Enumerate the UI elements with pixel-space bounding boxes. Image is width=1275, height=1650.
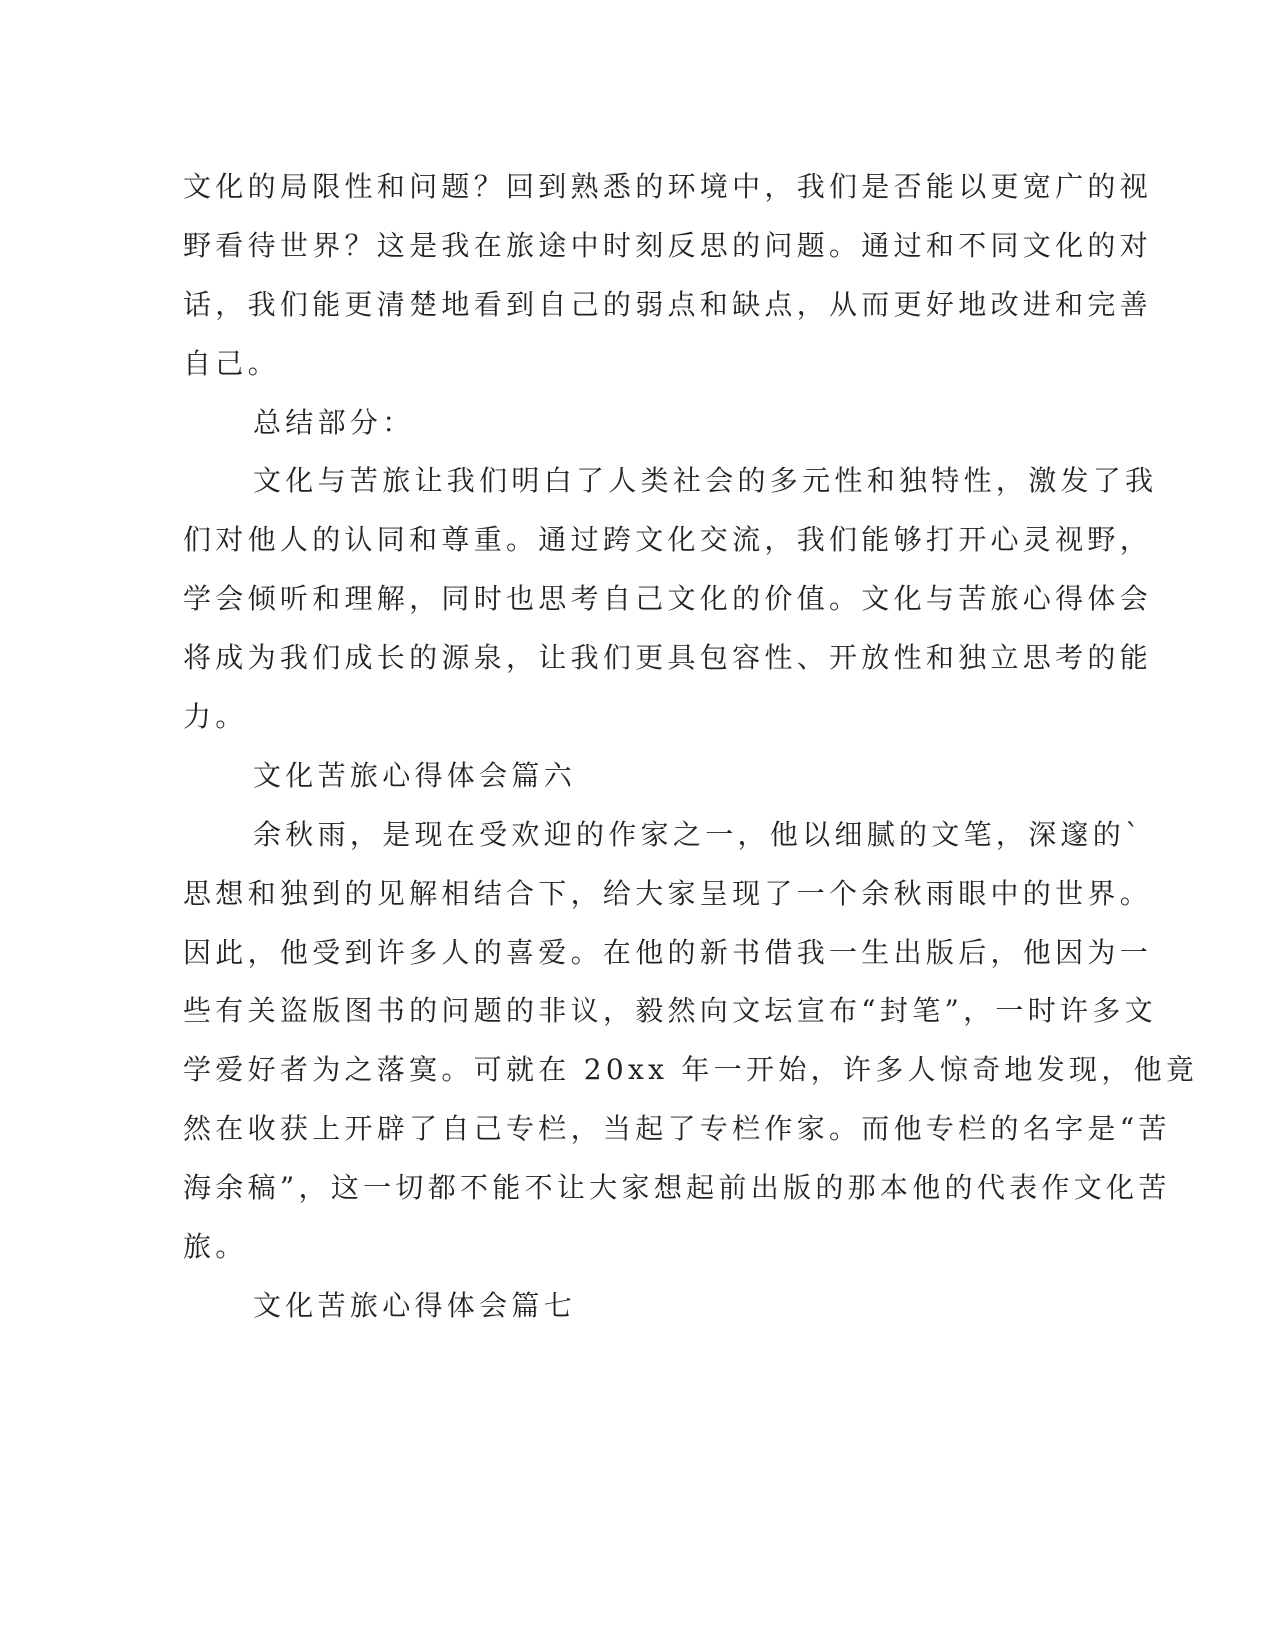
section-heading: 总结部分：: [253, 405, 415, 439]
text-line: 海余稿”，这一切都不能不让大家想起前出版的那本他的代表作文化苦: [183, 1171, 1171, 1205]
text-line: 学爱好者为之落寞。可就在 20xx 年一开始，许多人惊奇地发现，他竟: [183, 1053, 1199, 1087]
text-line: 思想和独到的见解相结合下，给大家呈现了一个余秋雨眼中的世界。: [183, 876, 1153, 910]
text-line: 余秋雨，是现在受欢迎的作家之一，他以细腻的文笔，深邃的`: [253, 817, 1144, 851]
text-line: 力。: [183, 700, 248, 734]
text-line: 然在收获上开辟了自己专栏，当起了专栏作家。而他专栏的名字是“苦: [183, 1112, 1171, 1146]
text-line: 将成为我们成长的源泉，让我们更具包容性、开放性和独立思考的能: [183, 641, 1153, 675]
text-line: 野看待世界？这是我在旅途中时刻反思的问题。通过和不同文化的对: [183, 228, 1153, 262]
text-line: 些有关盗版图书的问题的非议，毅然向文坛宣布“封笔”，一时许多文: [183, 994, 1157, 1028]
section-heading: 文化苦旅心得体会篇七: [253, 1288, 577, 1322]
text-line: 自己。: [183, 346, 280, 380]
text-line: 们对他人的认同和尊重。通过跨文化交流，我们能够打开心灵视野，: [183, 523, 1153, 557]
text-line: 旅。: [183, 1230, 248, 1264]
document-body: [183, 158, 1199, 1336]
text-line: 因此，他受到许多人的喜爱。在他的新书借我一生出版后，他因为一: [183, 935, 1153, 969]
text-line: 学会倾听和理解，同时也思考自己文化的价值。文化与苦旅心得体会: [183, 582, 1153, 616]
section-heading: 文化苦旅心得体会篇六: [253, 758, 577, 792]
text-line: 文化的局限性和问题？回到熟悉的环境中，我们是否能以更宽广的视: [183, 170, 1153, 203]
text-line: 文化与苦旅让我们明白了人类社会的多元性和独特性，激发了我: [253, 464, 1158, 498]
text-line: 话，我们能更清楚地看到自己的弱点和缺点，从而更好地改进和完善: [183, 287, 1153, 321]
